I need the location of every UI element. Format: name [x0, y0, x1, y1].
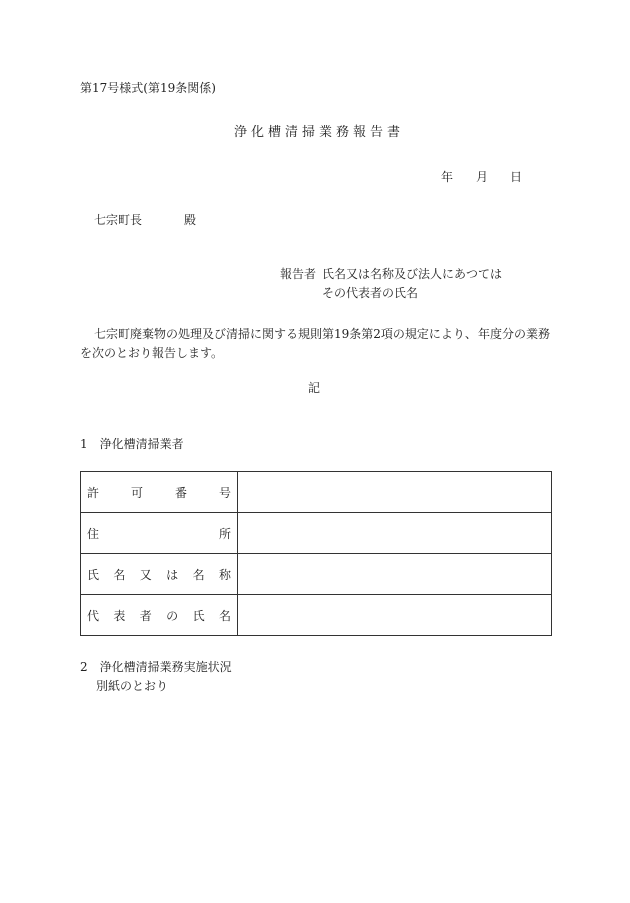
row-value-field[interactable]	[238, 513, 552, 554]
table-row	[81, 554, 552, 595]
row-label-text	[87, 607, 231, 624]
row-label-char: は	[166, 567, 179, 582]
body-line2: を次のとおり報告します。	[80, 346, 224, 360]
reporter-label: 報告者	[280, 267, 317, 281]
row-label-char: 番	[174, 485, 187, 500]
addressee-name: 七宗町長	[94, 213, 143, 227]
row-label-char: 表	[113, 608, 126, 623]
reporter-line1: 氏名又は名称及び法人にあつては	[322, 267, 503, 281]
section2-note: 別紙のとおり	[96, 679, 169, 693]
row-label-char: 氏	[192, 608, 205, 623]
row-label-char: 所	[218, 526, 231, 541]
row-label-char: 又	[139, 567, 152, 582]
document-title: 浄化槽清掃業務報告書	[234, 125, 405, 140]
row-label	[81, 472, 238, 513]
row-label-text	[87, 566, 231, 583]
row-label-char: の	[166, 608, 179, 623]
date-month-label: 月	[476, 170, 489, 184]
section2-heading: 2 浄化槽清掃業務実施状況	[80, 660, 232, 674]
row-label-char: 名	[192, 567, 205, 582]
form-number: 第17号様式(第19条関係)	[80, 81, 216, 95]
row-label-char: 可	[130, 485, 143, 500]
ki-mark: 記	[308, 381, 321, 395]
business-info-table	[80, 471, 552, 636]
table-row	[81, 595, 552, 636]
addressee-honorific: 殿	[184, 213, 197, 227]
row-value-field[interactable]	[238, 472, 552, 513]
row-label-char: 代	[87, 608, 100, 623]
table-row	[81, 472, 552, 513]
reporter-line2: その代表者の氏名	[322, 286, 419, 300]
date-day-label: 日	[510, 170, 523, 184]
row-label-char: 称	[218, 567, 231, 582]
table-row	[81, 513, 552, 554]
section1-heading: 1 浄化槽清掃業者	[80, 437, 184, 451]
row-label	[81, 513, 238, 554]
body-line1: 七宗町廃棄物の処理及び清掃に関する規則第19条第2項の規定により、	[94, 327, 477, 341]
row-label	[81, 595, 238, 636]
date-year-label: 年	[441, 170, 454, 184]
row-label-char: 者	[139, 608, 152, 623]
row-label-char: 号	[218, 485, 231, 500]
row-label-text	[87, 525, 231, 542]
body-line1-tail: 年度分の業務	[478, 327, 551, 341]
row-label-char: 名	[218, 608, 231, 623]
row-value-field[interactable]	[238, 554, 552, 595]
row-label-char: 住	[87, 526, 100, 541]
row-value-field[interactable]	[238, 595, 552, 636]
row-label-char: 許	[87, 485, 100, 500]
row-label-char: 氏	[87, 567, 100, 582]
row-label-char: 名	[113, 567, 126, 582]
row-label-text	[87, 484, 231, 501]
row-label	[81, 554, 238, 595]
